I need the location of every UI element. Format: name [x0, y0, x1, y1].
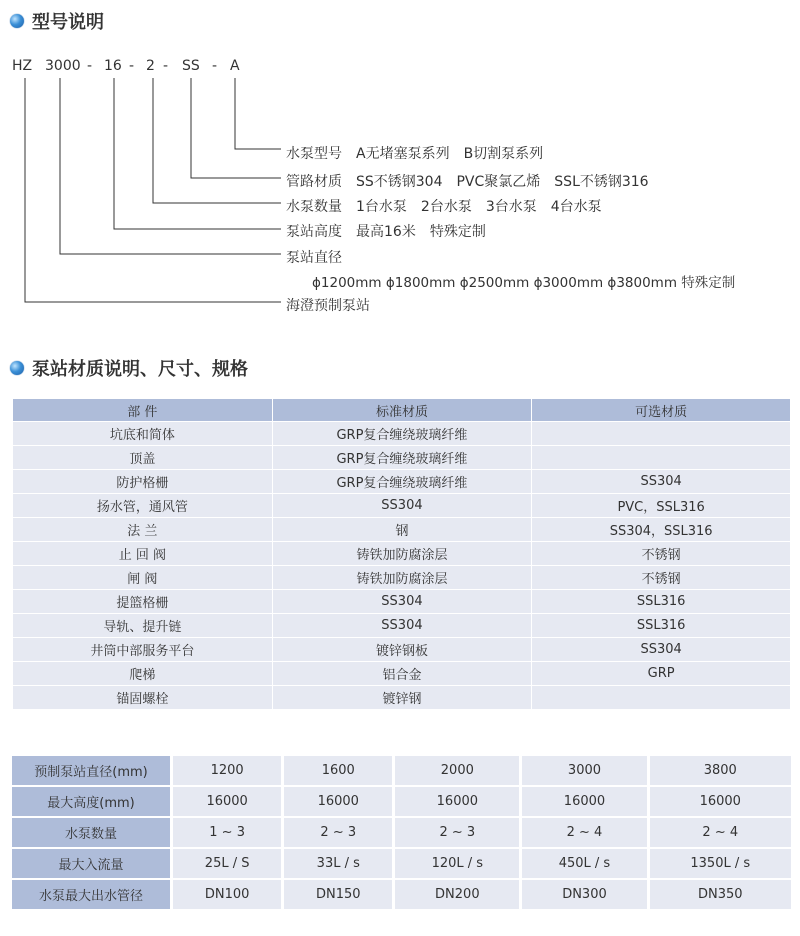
spec-value: 1200 [172, 755, 283, 786]
code-2: 2 [146, 58, 155, 74]
spec-value: 450L / s [521, 848, 648, 879]
table-row [13, 638, 791, 662]
cell-part: 法 兰 [13, 518, 273, 542]
cell-standard: GRP复合缠绕玻璃纤维 [272, 470, 532, 494]
desc-pump-count: 水泵数量 1台水泵 2台水泵 3台水泵 4台水泵 [286, 199, 602, 215]
code-dash: - [212, 58, 218, 74]
spec-value: 16000 [172, 786, 283, 817]
spec-value: 2 ~ 3 [283, 817, 394, 848]
cell-standard: GRP复合缠绕玻璃纤维 [272, 446, 532, 470]
cell-optional [532, 422, 791, 446]
cell-standard: 铸铁加防腐涂层 [272, 542, 532, 566]
spec-label: 最大入流量 [12, 848, 172, 879]
cell-standard: SS304 [272, 590, 532, 614]
cell-optional: SSL316 [532, 590, 791, 614]
cell-optional: GRP [532, 662, 791, 686]
cell-part: 止 回 阀 [13, 542, 273, 566]
cell-standard: 镀锌钢板 [272, 638, 532, 662]
cell-standard: GRP复合缠绕玻璃纤维 [272, 422, 532, 446]
spec-value: 1350L / s [648, 848, 791, 879]
cell-standard: 铸铁加防腐涂层 [272, 566, 532, 590]
desc-station-height: 泵站高度 最高16米 特殊定制 [286, 224, 486, 240]
table-row [13, 494, 791, 518]
table-row [13, 422, 791, 446]
header-part: 部 件 [13, 399, 273, 422]
spec-value: 2 ~ 4 [648, 817, 791, 848]
table-row [13, 662, 791, 686]
table-row [13, 590, 791, 614]
section-title-text: 型号说明 [32, 12, 104, 33]
cell-part: 坑底和简体 [13, 422, 273, 446]
bracket-line-count [153, 78, 281, 203]
spec-value: 16000 [648, 786, 791, 817]
spec-row-pump-count [12, 817, 791, 848]
code-dash: - [129, 58, 135, 74]
spec-value: 33L / s [283, 848, 394, 879]
spec-table [12, 754, 791, 911]
cell-part: 扬水管，通风管 [13, 494, 273, 518]
spec-value: 3800 [648, 755, 791, 786]
spec-value: 3000 [521, 755, 648, 786]
spec-value: 1600 [283, 755, 394, 786]
code-a: A [230, 58, 240, 74]
cell-part: 导轨、提升链 [13, 614, 273, 638]
cell-optional: SSL316 [532, 614, 791, 638]
material-table [12, 398, 791, 710]
spec-label: 最大高度(mm) [12, 786, 172, 817]
code-dash: - [163, 58, 169, 74]
spec-row-diameter [12, 755, 791, 786]
spec-label: 预制泵站直径(mm) [12, 755, 172, 786]
desc-pump-type: 水泵型号 A无堵塞泵系列 B切割泵系列 [286, 146, 544, 162]
cell-part: 闸 阀 [13, 566, 273, 590]
cell-part: 井筒中部服务平台 [13, 638, 273, 662]
spec-row-outlet-pipe [12, 879, 791, 910]
spec-value: DN150 [283, 879, 394, 910]
cell-optional: 不锈钢 [532, 566, 791, 590]
cell-standard: SS304 [272, 614, 532, 638]
cell-part: 锚固螺栓 [13, 686, 273, 710]
cell-part: 提篮格栅 [13, 590, 273, 614]
desc-station-diameter: 泵站直径 [286, 250, 342, 266]
spec-value: 1 ~ 3 [172, 817, 283, 848]
table-row [13, 614, 791, 638]
spec-value: DN300 [521, 879, 648, 910]
cell-part: 顶盖 [13, 446, 273, 470]
desc-pipe-material: 管路材质 SS不锈钢304 PVC聚氯乙烯 SSL不锈钢316 [286, 174, 649, 190]
code-16: 16 [104, 58, 122, 74]
code-3000: 3000 [45, 58, 81, 74]
table-row [13, 446, 791, 470]
spec-value: DN350 [648, 879, 791, 910]
material-header-row [13, 399, 791, 422]
spec-value: 25L / S [172, 848, 283, 879]
table-row [13, 686, 791, 710]
spec-value: 16000 [394, 786, 521, 817]
cell-standard: 镀锌钢 [272, 686, 532, 710]
cell-optional: PVC，SSL316 [532, 494, 791, 518]
header-standard: 标准材质 [272, 399, 532, 422]
table-row [13, 518, 791, 542]
section-title-text: 泵站材质说明、尺寸、规格 [32, 359, 248, 380]
cell-standard: 钢 [272, 518, 532, 542]
section-title-materials [10, 355, 248, 381]
spec-label: 水泵最大出水管径 [12, 879, 172, 910]
spec-row-height [12, 786, 791, 817]
bracket-line-type [235, 78, 281, 149]
cell-optional: SS304 [532, 470, 791, 494]
bullet-icon [10, 361, 24, 375]
spec-value: 2 ~ 3 [394, 817, 521, 848]
cell-optional: SS304 [532, 638, 791, 662]
spec-value: 16000 [283, 786, 394, 817]
code-ss: SS [182, 58, 200, 74]
table-row [13, 470, 791, 494]
cell-standard: SS304 [272, 494, 532, 518]
cell-part: 防护格栅 [13, 470, 273, 494]
cell-optional [532, 446, 791, 470]
bracket-line-diameter [60, 78, 281, 254]
spec-value: 120L / s [394, 848, 521, 879]
spec-value: DN100 [172, 879, 283, 910]
cell-optional: SS304，SSL316 [532, 518, 791, 542]
spec-value: DN200 [394, 879, 521, 910]
cell-part: 爬梯 [13, 662, 273, 686]
bracket-line-height [114, 78, 281, 229]
desc-product-name: 海澄预制泵站 [286, 298, 370, 314]
spec-value: 2 ~ 4 [521, 817, 648, 848]
spec-value: 2000 [394, 755, 521, 786]
table-row [13, 542, 791, 566]
spec-value: 16000 [521, 786, 648, 817]
bracket-line-pipe [191, 78, 281, 178]
cell-optional [532, 686, 791, 710]
spec-row-inflow [12, 848, 791, 879]
cell-optional: 不锈钢 [532, 542, 791, 566]
cell-standard: 铝合金 [272, 662, 532, 686]
spec-label: 水泵数量 [12, 817, 172, 848]
code-hz: HZ [12, 58, 33, 74]
desc-diameter-options: ϕ1200mm ϕ1800mm ϕ2500mm ϕ3000mm ϕ3800mm 特殊定制 [312, 275, 736, 291]
code-dash: - [87, 58, 93, 74]
header-optional: 可选材质 [532, 399, 791, 422]
table-row [13, 566, 791, 590]
